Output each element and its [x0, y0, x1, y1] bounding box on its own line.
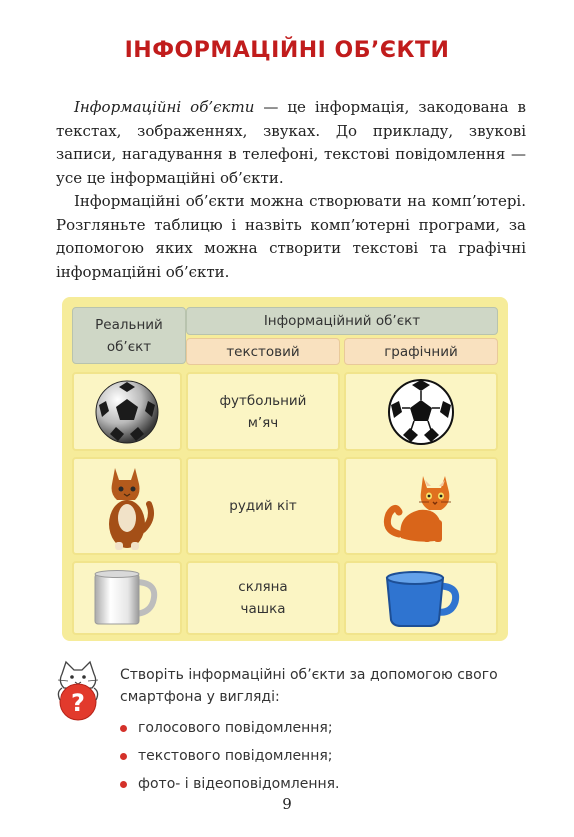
header-real-object: Реальний об’єкт [72, 307, 186, 364]
cup-icon [379, 568, 463, 628]
intro-text [56, 96, 526, 284]
page-title: ІНФОРМАЦІЙНІ ОБ’ЄКТИ [124, 38, 450, 63]
text-cup: скляна чашка [186, 561, 340, 635]
intro-paragraph-1 [56, 96, 526, 190]
list-item-text: текстового повідомлення; [138, 748, 333, 764]
drawing-cup [344, 561, 498, 635]
definition: — це інформація, закодована в текстах, зображеннях, звуках. До прикладу, звукові записи, нагадування в телефоні, текстові повідомлення — усе це інформаційні об’єкти. [56, 98, 526, 187]
bullet-icon [120, 753, 127, 760]
list-item [120, 742, 520, 770]
cup-photo-icon [89, 568, 165, 628]
drawing-soccer-ball [344, 372, 498, 451]
task-intro: Створіть інформаційні об’єкти за допомогою свого смартфона у вигляді: [120, 667, 498, 705]
intro-paragraph-2: Інформаційні об’єкти можна створювати на комп’ютері. Розгляньте таблицю і назвіть комп’ютерні програми, за допомогою яких можна створити текстові та графічні інформаційні об’єкти. [56, 192, 526, 281]
task-list [120, 714, 520, 798]
list-item-text: голосового повідомлення; [138, 720, 333, 736]
question-cat-icon [52, 660, 104, 722]
text-cat: рудий кіт [186, 457, 340, 555]
list-item [120, 770, 520, 798]
svg-text:?: ? [71, 689, 85, 717]
text-soccer-ball: футбольний м’яч [186, 372, 340, 451]
list-item [120, 714, 520, 742]
subheader-text: текстовий [186, 338, 340, 365]
photo-cup [72, 561, 182, 635]
cat-icon [379, 464, 463, 548]
photo-soccer-ball [72, 372, 182, 451]
list-item-text: фото- і відеоповідомлення. [138, 776, 340, 792]
objects-table [62, 297, 508, 641]
soccer-ball-icon [387, 378, 455, 446]
photo-cat [72, 457, 182, 555]
bullet-icon [120, 725, 127, 732]
drawing-cat [344, 457, 498, 555]
cat-photo-icon [97, 460, 157, 552]
task-block [120, 664, 520, 798]
subheader-graphic: графічний [344, 338, 498, 365]
soccer-ball-photo-icon [94, 379, 160, 445]
page-number: 9 [282, 795, 292, 813]
bullet-icon [120, 781, 127, 788]
header-info-object: Інформаційний об’єкт [186, 307, 498, 335]
term: Інформаційні об’єкти [74, 98, 255, 116]
